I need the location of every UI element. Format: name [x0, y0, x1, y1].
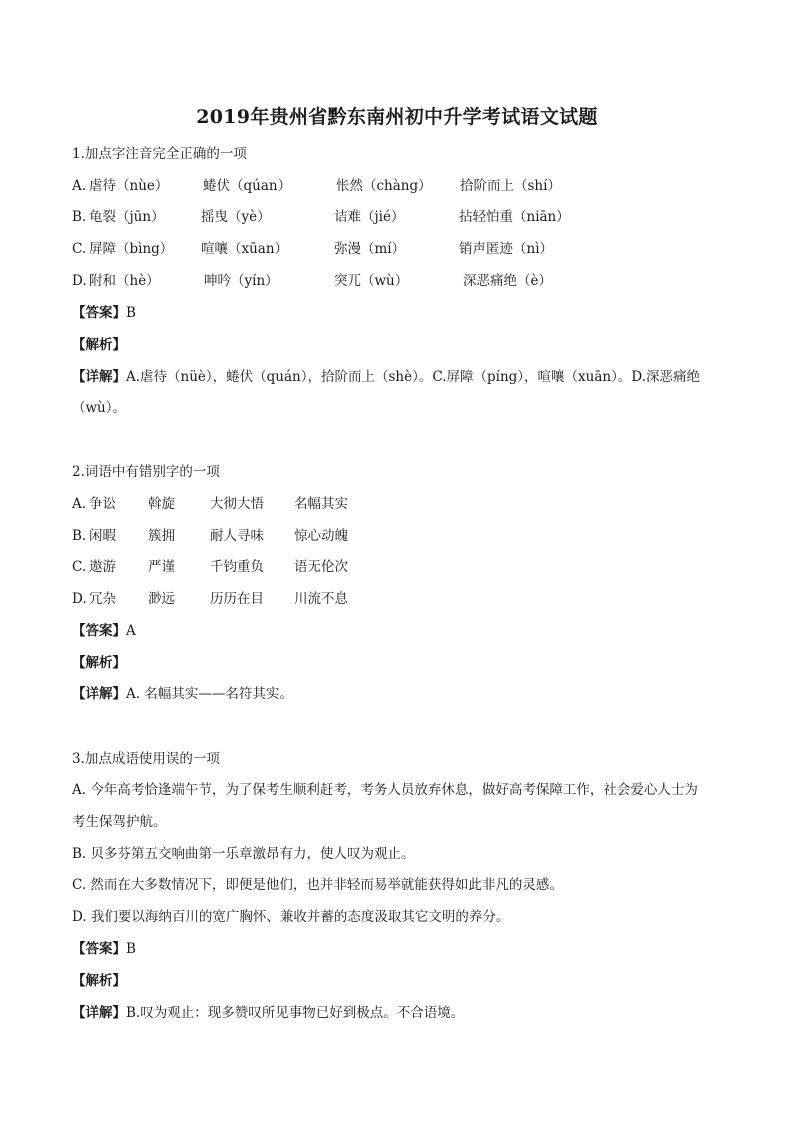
option-item: 诘难（jié）	[334, 209, 405, 225]
answer-tag: 【答案】	[72, 623, 126, 639]
option-item: 争讼	[89, 496, 116, 512]
q1-option-b	[72, 208, 722, 226]
q3-option-a-cont: 考生保驾护航。	[72, 814, 167, 830]
option-item: 冗杂	[89, 591, 116, 607]
q3-stem: 3.加点成语使用误的一项	[72, 751, 220, 767]
q2-stem: 2.词语中有错别字的一项	[72, 464, 220, 480]
option-item: 摇曳（yè）	[201, 209, 271, 225]
option-item: 喧嚷（xūan）	[201, 241, 289, 257]
answer-value: B	[126, 941, 136, 957]
q3-analysis	[72, 972, 126, 990]
detail-text: B.叹为观止：现多赞叹所见事物已好到极点。不合语境。	[126, 1005, 465, 1021]
analysis-tag: 【解析】	[72, 655, 126, 671]
option-item: 深恶痛绝（è）	[463, 273, 552, 289]
detail-tag: 【详解】	[72, 686, 126, 702]
q2-option-c	[72, 558, 722, 576]
option-item: 名幅其实	[294, 496, 348, 512]
q3-option-a: A. 今年高考恰逢端午节，为了保考生顺利赶考，考务人员放弃休息，做好高考保障工作，社会爱心人士为	[72, 782, 698, 798]
q1-option-c	[72, 240, 722, 258]
q3-option-c: C. 然而在大多数情况下，即便是他们，也并非轻而易举就能获得如此非凡的灵感。	[72, 877, 563, 893]
option-item: 斡旋	[148, 496, 175, 512]
option-item: 严谨	[148, 559, 175, 575]
q3-option-b: B. 贝多芬第五交响曲第一乐章激昂有力，使人叹为观止。	[72, 846, 415, 862]
detail-tag: 【详解】	[72, 369, 126, 385]
option-item: 拈轻怕重（niān）	[459, 209, 570, 225]
q3-option-d: D. 我们要以海纳百川的宽广胸怀、兼收并蓄的态度汲取其它文明的养分。	[72, 909, 510, 925]
option-label: D.	[72, 591, 87, 607]
detail-text: A. 名幅其实——名符其实。	[126, 686, 293, 702]
option-item: 惊心动魄	[294, 528, 348, 544]
answer-value: B	[126, 305, 136, 321]
option-label: C.	[72, 559, 87, 575]
option-label: A.	[72, 178, 87, 194]
option-item: 渺远	[148, 591, 175, 607]
q1-analysis	[72, 336, 126, 354]
page-title: 2019年贵州省黔东南州初中升学考试语文试题	[196, 106, 598, 128]
option-item: 怅然（chàng）	[336, 178, 432, 194]
option-item: 大彻大悟	[210, 496, 264, 512]
option-item: 呻吟（yín）	[204, 273, 279, 289]
detail-tag: 【详解】	[72, 1005, 126, 1021]
option-item: 屏障（bìng）	[89, 241, 174, 257]
option-item: 语无伦次	[294, 559, 348, 575]
option-item: 历历在目	[210, 591, 264, 607]
q2-detail	[72, 685, 293, 703]
q2-option-d	[72, 590, 722, 608]
option-item: 千钧重负	[210, 559, 264, 575]
option-label: D.	[72, 273, 87, 289]
q2-option-a	[72, 495, 722, 513]
option-item: 虐待（nùe）	[89, 178, 169, 194]
option-item: 弥漫（mí）	[334, 241, 406, 257]
option-label: B.	[72, 209, 87, 225]
analysis-tag: 【解析】	[72, 973, 126, 989]
option-item: 突兀（wù）	[334, 273, 409, 289]
q1-detail-cont: （wù）。	[72, 400, 126, 416]
q3-answer	[72, 940, 136, 958]
option-item: 川流不息	[294, 591, 348, 607]
q2-analysis	[72, 654, 126, 672]
q1-stem: 1.加点字注音完全正确的一项	[72, 146, 247, 162]
option-item: 龟裂（jūn）	[89, 209, 165, 225]
q2-option-b	[72, 527, 722, 545]
answer-tag: 【答案】	[72, 305, 126, 321]
q1-option-d	[72, 272, 722, 290]
q1-detail	[72, 368, 700, 386]
option-item: 蜷伏（qúan）	[203, 178, 292, 194]
detail-text: A.虐待（nüè），蜷伏（quán），拾阶而上（shè）。C.屏障（píng），喧嚷（xuān）。D.深恶痛绝	[126, 369, 700, 385]
answer-tag: 【答案】	[72, 941, 126, 957]
option-item: 闲暇	[89, 528, 116, 544]
option-item: 附和（hè）	[89, 273, 160, 289]
option-item: 拾阶而上（shí）	[460, 178, 561, 194]
q2-answer	[72, 622, 136, 640]
q1-answer	[72, 304, 136, 322]
option-item: 遨游	[89, 559, 116, 575]
analysis-tag: 【解析】	[72, 337, 126, 353]
option-item: 簇拥	[148, 528, 175, 544]
option-label: C.	[72, 241, 87, 257]
q3-detail	[72, 1004, 464, 1022]
option-item: 销声匿迹（nì）	[459, 241, 554, 257]
q1-option-a	[72, 177, 722, 195]
option-label: A.	[72, 496, 87, 512]
option-item: 耐人寻味	[210, 528, 264, 544]
option-label: B.	[72, 528, 87, 544]
answer-value: A	[126, 623, 136, 639]
